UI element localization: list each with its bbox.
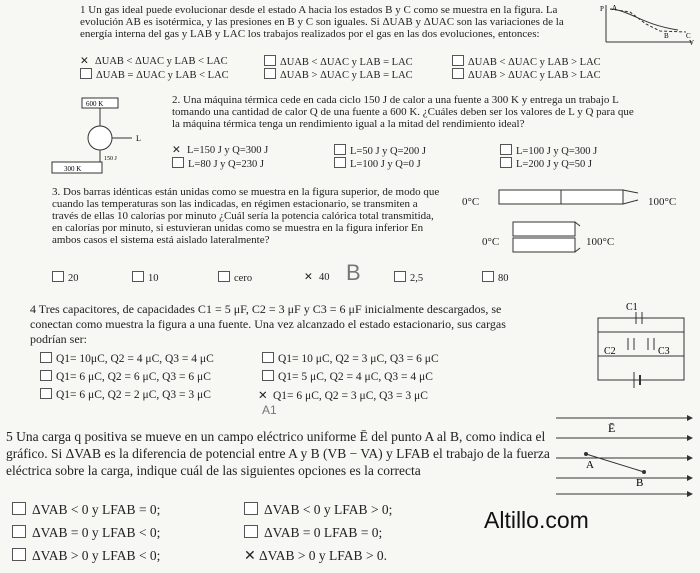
q5-fig-a: A [586, 459, 594, 471]
checkbox-icon [500, 157, 512, 168]
q1-option-6[interactable]: ΔUAB > ΔUAC y LAB > LAC [452, 68, 601, 81]
checkbox-icon [482, 271, 494, 282]
checkbox-icon [80, 68, 92, 79]
checkbox-icon [334, 157, 346, 168]
question-4-text: 4 Tres capacitores, de capacidades C1 = 5 μF, C2 = 3 μF y C3 = 6 μF inicialmente descargados, se conectan como muestra la figura a una fuente. Una vez alcanzado el estado estacionario, sus cargas podrían ser: [30, 302, 506, 346]
q3-bars-bottom [512, 220, 582, 260]
q3-option-6[interactable]: 80 [482, 271, 509, 284]
q3-option-3[interactable]: cero [218, 271, 252, 284]
q1-option-3[interactable]: ΔUAB < ΔUAC y LAB > LAC [452, 55, 601, 68]
q5-option-1[interactable]: ΔVAB < 0 y LFAB = 0; [12, 502, 160, 518]
checkbox-icon [12, 548, 26, 561]
q5-option-3[interactable]: ΔVAB = 0 y LFAB < 0; [12, 525, 160, 541]
q1-fig-c: C [686, 32, 691, 40]
q4-option-6[interactable]: ✕ Q1= 6 μC, Q2 = 3 μC, Q3 = 3 μC [258, 388, 428, 402]
q5-option-5[interactable]: ΔVAB > 0 y LFAB < 0; [12, 548, 160, 564]
q4-option-4[interactable]: Q1= 5 μC, Q2 = 4 μC, Q3 = 4 μC [262, 370, 433, 383]
watermark: Altillo.com [484, 507, 589, 533]
question-5-text: 5 Una carga q positiva se mueve en un campo eléctrico uniforme Ē del punto A al B, como indica el gráfico. Si ΔVAB es la diferencia de potencial entre A y B (VB − VA) y LFAB el trabajo de la fuerza eléctrica sobre la carga, indique cuál de las siguientes opciones es la correcta [6, 429, 550, 478]
checkbox-icon [12, 502, 26, 515]
checkbox-icon [52, 271, 64, 282]
q5-electric-field-diagram [552, 410, 698, 500]
checkbox-icon [12, 525, 26, 538]
checkbox-icon [452, 55, 464, 66]
q4-option-3[interactable]: Q1= 6 μC, Q2 = 6 μC, Q3 = 6 μC [40, 370, 211, 383]
q2-option-2[interactable]: L=50 J y Q=200 J [334, 144, 426, 157]
q2-option-6[interactable]: L=200 J y Q=50 J [500, 157, 592, 170]
q4-handwritten-note: A1 [262, 403, 277, 417]
question-3-text: 3. Dos barras idénticas están unidas como se muestra en la figura superior, de modo que cuando las temperaturas son las indicadas, en régimen estacionario, se transmiten a través de ellas 10 calorías por minuto ¿Cuál sería la potencia calórica total transmitida, en calorías por minuto, si estuvieran unidas como se muestra en la figura inferior En ambos casos el sistema está aislado lateralmente? [52, 186, 440, 246]
q2-fig-hot: 600 K [86, 100, 104, 108]
q3-bars-top [498, 189, 640, 207]
q2-option-1[interactable]: ✕ L=150 J y Q=300 J [172, 144, 269, 156]
checkbox-icon [40, 370, 52, 381]
q4-fig-c2: C2 [604, 346, 616, 357]
checkbox-icon [40, 388, 52, 399]
q3-bars-bottom-cold: 0°C [482, 236, 500, 248]
q5-option-6[interactable]: ✕ ΔVAB > 0 y LFAB > 0. [244, 548, 388, 564]
checked-x-icon: ✕ [258, 388, 268, 402]
q4-fig-c3: C3 [658, 346, 670, 357]
question-1-text: 1 Un gas ideal puede evolucionar desde el estado A hacia los estados B y C como se muestra en la figura. La evolución AB es isotérmica, y las presiones en B y C son iguales. Si ΔUAB y ΔUAC son las variaciones de la energía interna del gas y LAB y LAC los trabajos realizados por el gas en las dos evoluciones, entonces: [80, 4, 564, 40]
q1-fig-a: A [612, 4, 618, 12]
checkbox-icon [334, 144, 346, 155]
q2-fig-work: L [136, 134, 141, 143]
question-2-text: 2. Una máquina térmica cede en cada ciclo 150 J de calor a una fuente a 300 K y entrega un trabajo L tomando una cantidad de calor Q de una fuente a 600 K. ¿Cuáles deben ser los valores de L y Q para que la máquina térmica tenga un rendimiento igual a la mitad del rendimiento ideal? [172, 94, 634, 130]
checkbox-icon [452, 68, 464, 79]
q4-capacitor-circuit [590, 298, 695, 390]
q1-fig-v: V [689, 39, 695, 46]
q2-option-5[interactable]: L=100 J y Q=0 J [334, 157, 421, 170]
q2-heat-engine-diagram [50, 96, 170, 176]
checkbox-icon [40, 352, 52, 363]
q3-option-4[interactable]: ✕ 40 [304, 271, 330, 283]
checkbox-icon [394, 271, 406, 282]
checkbox-icon [218, 271, 230, 282]
q1-fig-p: P [600, 5, 604, 13]
q1-option-5[interactable]: ΔUAB > ΔUAC y LAB = LAC [264, 68, 413, 81]
q5-fig-b: B [636, 477, 644, 489]
q5-option-4[interactable]: ΔVAB = 0 LFAB = 0; [244, 525, 382, 541]
q2-fig-heat: 150 J [104, 156, 117, 162]
q1-option-1[interactable]: ✕ ΔUAB < ΔUAC y LAB < LAC [80, 55, 228, 67]
q5-option-2[interactable]: ΔVAB < 0 y LFAB > 0; [244, 502, 392, 518]
q4-option-1[interactable]: Q1= 10μC, Q2 = 4 μC, Q3 = 4 μC [40, 352, 214, 365]
q3-handwritten-note: B [346, 260, 361, 285]
q3-bars-top-hot: 100°C [648, 196, 677, 208]
q3-option-1[interactable]: 20 [52, 271, 79, 284]
q4-option-5[interactable]: Q1= 6 μC, Q2 = 2 μC, Q3 = 3 μC [40, 388, 211, 401]
checkbox-icon [264, 68, 276, 79]
q3-bars-bottom-hot: 100°C [586, 236, 615, 248]
q3-option-2[interactable]: 10 [132, 271, 159, 284]
q4-option-2[interactable]: Q1= 10 μC, Q2 = 3 μC, Q3 = 6 μC [262, 352, 439, 365]
checkbox-icon [244, 502, 258, 515]
checkbox-icon [500, 144, 512, 155]
q5-fig-e: Ē [608, 421, 616, 435]
q2-fig-cold: 300 K [64, 165, 82, 173]
checked-x-icon: ✕ [172, 144, 181, 156]
q4-fig-c1: C1 [626, 302, 638, 313]
checkbox-icon [262, 370, 274, 381]
checked-x-icon: ✕ [304, 271, 313, 283]
q3-bars-top-cold: 0°C [462, 196, 480, 208]
checked-x-icon: ✕ [244, 548, 256, 564]
q3-option-5[interactable]: 2,5 [394, 271, 423, 284]
checkbox-icon [244, 525, 258, 538]
q2-option-3[interactable]: L=100 J y Q=300 J [500, 144, 597, 157]
q1-pv-diagram [600, 2, 696, 46]
checked-x-icon: ✕ [80, 55, 89, 67]
checkbox-icon [132, 271, 144, 282]
q1-fig-b: B [664, 32, 669, 40]
q1-option-2[interactable]: ΔUAB < ΔUAC y LAB = LAC [264, 55, 413, 68]
q1-option-4[interactable]: ΔUAB = ΔUAC y LAB < LAC [80, 68, 229, 81]
checkbox-icon [172, 157, 184, 168]
checkbox-icon [264, 55, 276, 66]
checkbox-icon [262, 352, 274, 363]
q2-option-4[interactable]: L=80 J y Q=230 J [172, 157, 264, 170]
